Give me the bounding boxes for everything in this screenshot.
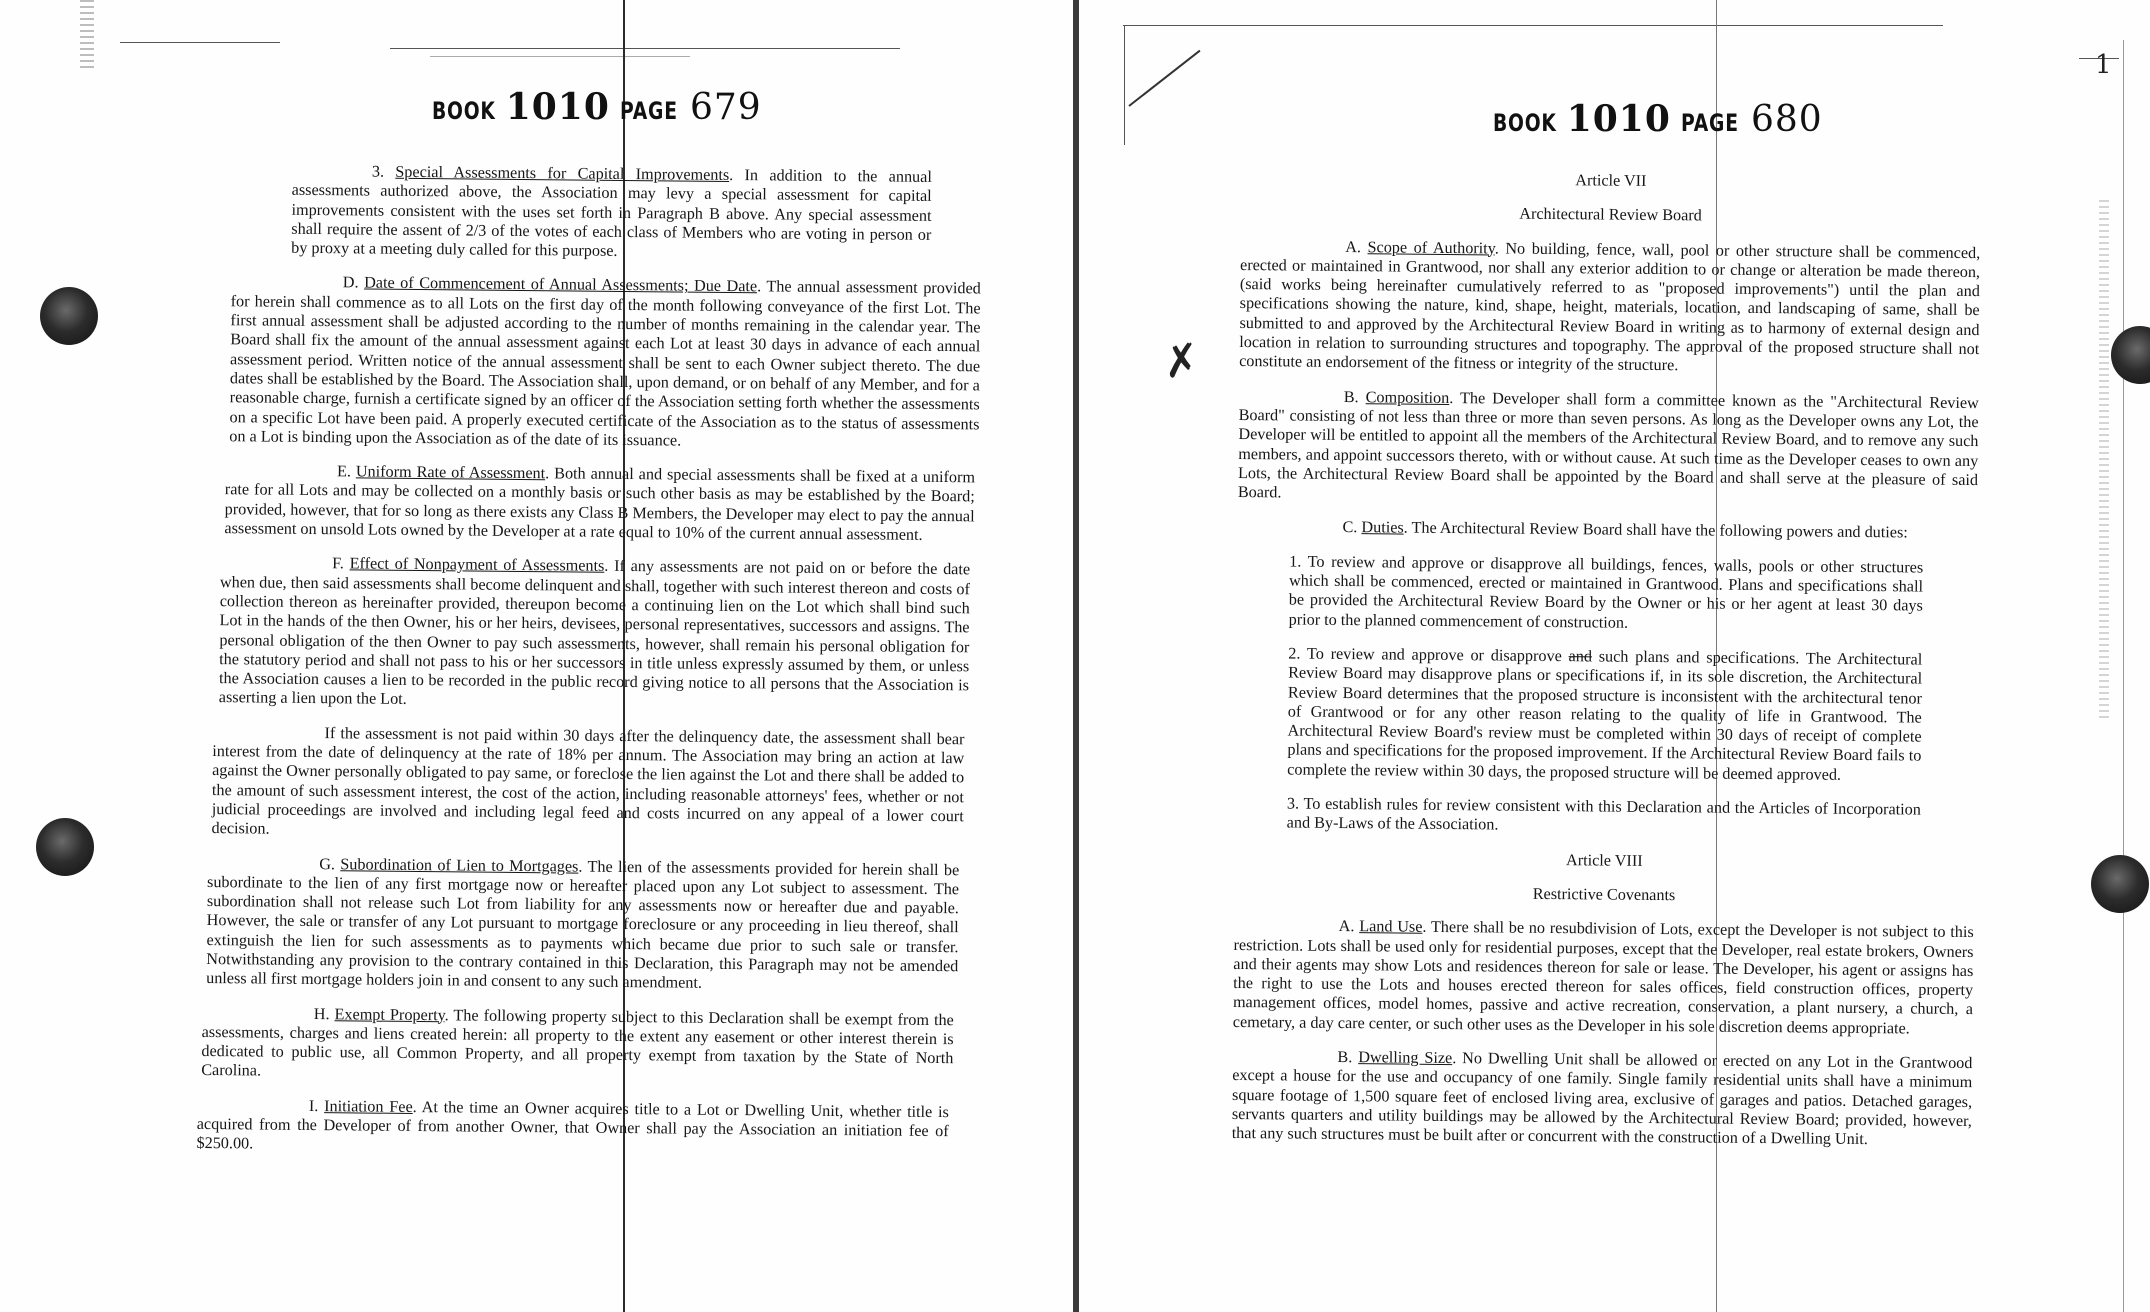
article-title: Restrictive Covenants (1532, 884, 1676, 905)
left-body-text (196, 161, 981, 1176)
scan-edge-line (430, 56, 690, 57)
struck-word: and (1568, 647, 1593, 666)
article-title: Architectural Review Board (1519, 204, 1702, 225)
page-number: 680 (1750, 99, 1823, 140)
punch-hole (36, 818, 94, 876)
scan-edge-line (2123, 40, 2124, 1312)
scan-noise (2099, 200, 2109, 720)
page-label: PAGE (1680, 109, 1739, 137)
punch-hole (2091, 855, 2149, 913)
book-volume: 1010 (1566, 98, 1671, 140)
scan-edge-line (120, 42, 280, 43)
paragraph-composition: B. Composition. The Developer shall form a committee known as the "Architectural Review Board" consisting of not less than three or more than seven persons. As long as the Developer owns any Lot, the Developer will be entitled to appoint all the members of the Architectural Review Board, and to remove any such members, and appoint successors thereto, with or without cause. At such time as the Developer ceases to own any Lots, the Architectural Review Board shall be appointed by the Board and shall serve at the pleasure of said Board. (1237, 387, 1979, 502)
paragraph-interest: If the assessment is not paid within 30 days after the delinquency date, the assessment shall bear interest from the date of delinquency at the rate of 18% per annum. The Association may bring an action at law against the Owner personally obligated to pay same, or foreclose the lien against the Lot and there shall be added to the amount of such assessment interest, the cost of the action, including reasonable attorneys' fees, whether or not judicial proceedings are involved and including legal feed and costs incurred on any appeal of a lower court decision. (211, 723, 965, 838)
article-vii-heading (1240, 168, 1980, 229)
paragraph-special-assessments: 3. Special Assessments for Capital Improvements. In addition to the annual assessments authorized above, the Association may levy a special assessment for capital improvements consistent with the uses set forth in Paragraph B above. Any special assessment shall require the assent of 2/3 of the votes of each class of Members who are voting in person or by proxy at a meeting duly called for this purpose. (291, 162, 932, 261)
duty-item-2: 2. To review and approve or disapprove and such plans and specifications. The Architectural Review Board may disapprove plans or specifications if, in its sole discretion, the Architectural Review Board determines that the proposed structure is inconsistent with the architectural tenor of Grantwood or for any other reason relating to the quality of life in Grantwood. The Architectural Review Board's review must be completed within 30 days of receipt of complete plans and specifications for the proposed improvement. If the Architectural Review Board fails to complete the review within 30 days, the proposed structure will be deemed approved. (1287, 644, 1923, 784)
article-number: Article VII (1575, 171, 1647, 190)
left-page (0, 0, 1073, 1312)
scan-edge-line (1123, 25, 1943, 26)
duty-item-3: 3. To establish rules for review consistent with this Declaration and the Articles of Incorporation and By-Laws of the Association. (1286, 794, 1921, 834)
paragraph-subordination: G. Subordination of Lien to Mortgages. The lien of the assessments provided for herein shall be subordinate to the lien of any first mortgage now or hereafter placed upon any Lot subject to assessment. The subordination shall not release such Lot from liability for any assessments now or hereafter due and payable. However, the sale or transfer of any Lot pursuant to mortgage foreclosure or any proceeding in lieu thereof, shall extinguish the lien for such assessments as to payments which became due prior to such sale or transfer. Notwithstanding any provision to the contrary contained in this Declaration, this Paragraph may not be amended unless all first mortgage holders join in and consent to any such amendment. (206, 854, 960, 993)
scan-noise (80, 0, 94, 70)
book-label: BOOK (1493, 109, 1557, 137)
paragraph-initiation-fee: I. Initiation Fee. At the time an Owner acquires title to a Lot or Dwelling Unit, whether title is acquired from the Developer of from another Owner, that Owner shall pay the Association an initiation fee of $250.00. (196, 1096, 949, 1153)
article-viii-heading (1234, 848, 1974, 909)
book-page-header (432, 86, 762, 128)
scan-edge-line (390, 48, 900, 49)
paragraph-uniform-rate: E. Uniform Rate of Assessment. Both annual and special assessments shall be fixed at a uniform rate for all Lots and may be collected on a monthly basis or such other basis as may be established by the Board; provided, however, that for so long as there exists any Class B Members, the Developer may elect to pay the annual assessment on unsold Lots owned by the Developer at a rate equal to 10% of the current annual assessment. (224, 462, 976, 544)
page-label: PAGE (619, 97, 678, 125)
right-body-text (1231, 168, 1980, 1166)
punch-hole (40, 287, 98, 345)
paragraph-exempt-property: H. Exempt Property. The following property subject to this Declaration shall be exempt from the assessments, charges and liens created herein: all property to the extent any easement or other interest therein is dedicated to public use, all Common Property, and all property exempt from taxation by the State of North Carolina. (201, 1004, 954, 1081)
right-page (1079, 0, 2150, 1312)
duty-item-1: 1. To review and approve or disapprove all buildings, fences, walls, pools or other structures which shall be commenced, erected or maintained in Grantwood. Plans and specifications shall be provided the Architectural Review Board by the Owner or his or her agent at least 30 days prior to the planned commencement of construction. (1288, 552, 1924, 632)
paragraph-dwelling-size: B. Dwelling Size. No Dwelling Unit shall be allowed or erected on any Lot in the Grantwood except a house for the use and occupancy of one family. Single family residential units shall have a minimum square footage of 1,500 square feet of enclosed living area, exclusive of garages and patios. Detached garages, servants quarters and utility buildings may be allowed by the Architectural Review Board; provided, however, that any such structures must be built after or concurrent with the construction of a Dwelling Unit. (1231, 1047, 1973, 1149)
book-label: BOOK (432, 97, 496, 125)
book-volume: 1010 (505, 86, 610, 128)
margin-mark: 1 (2095, 50, 2112, 80)
paragraph-nonpayment: F. Effect of Nonpayment of Assessments. If any assessments are not paid on or before the date when due, then said assessments shall become delinquent and shall, together with such interest thereon and costs of collection thereon as hereinafter provided, thereupon become a continuing lien on the Lot which shall bind such Lot in the hands of the then Owner, his or her heirs, devisees, personal representatives, successors and assigns. The personal obligation of the then Owner to pay such assessments, however, shall remain his personal obligation for the statutory period and shall not pass to his or her successors in title unless expressly assumed by them, or unless the Association causes a lien to be recorded in the public record giving notice to all persons that the Association is asserting a lien upon the Lot. (218, 554, 971, 709)
page-number: 679 (689, 87, 762, 128)
scan-corner-mark (1128, 50, 1200, 107)
handwritten-initial-mark: ✗ (1159, 333, 1204, 390)
book-page-header (1493, 98, 1823, 140)
punch-hole (2111, 326, 2150, 384)
scan-edge-line (1124, 25, 1125, 145)
paragraph-land-use: A. Land Use. There shall be no resubdivision of Lots, except the Developer is not subject to this restriction. Lots shall be used only for residential purposes, except that the Developer, real estate brokers, Owners and their agents may show Lots and residences thereon for sale or lease. The Developer, his agent or assigns has the right to use the Lots and houses erected thereon for sales offices, field construction offices, property management offices, model homes, passive and active recreation, conservation, a plant nursery, a church, a cemetary, a day care center, or such other uses as the Developer in his sole discretion deems appropriate. (1232, 917, 1974, 1038)
paragraph-date-of-commencement: D. Date of Commencement of Annual Assessments; Due Date. The annual assessment provided for herein shall commence as to all Lots on the first day of the month following conveyance of the first Lot. The first annual assessment shall be adjusted according to the number of months remaining in the calendar year. The Board shall fix the amount of the annual assessment against each Lot at least 30 days in advance of each annual assessment period. Written notice of the annual assessment shall be sent to each Owner subject thereto. The due dates shall be established by the Board. The Association shall, upon demand, or on behalf of any Member, and for a reasonable charge, furnish a certificate signed by an officer of the Association setting forth whether the assessments on a specific Lot have been paid. A properly executed certificate of the Association as to the status of assessments on a Lot is binding upon the Association as of the date of its issuance. (229, 273, 981, 450)
paragraph-scope-of-authority: A. Scope of Authority. No building, fence, wall, pool or other structure shall be commenced, erected or maintained in Grantwood, nor shall any exterior addition to or change or alteration be made thereon, (said works being hereinafter cumulatively referred to as "proposed improvements") until the plan and specifications showing the nature, kind, shape, height, materials, location, and landscaping of same, shall be submitted to and approved by the Architectural Review Board in writing as to harmony of external design and location in relation to surrounding structures and topography. The approval of the proposed structure shall not constitute an endorsement of the fitness or integrity of the structure. (1239, 237, 1981, 375)
paragraph-duties: C. Duties. The Architectural Review Board shall have the following powers and duties: (1342, 518, 1908, 542)
article-number: Article VIII (1566, 850, 1643, 870)
